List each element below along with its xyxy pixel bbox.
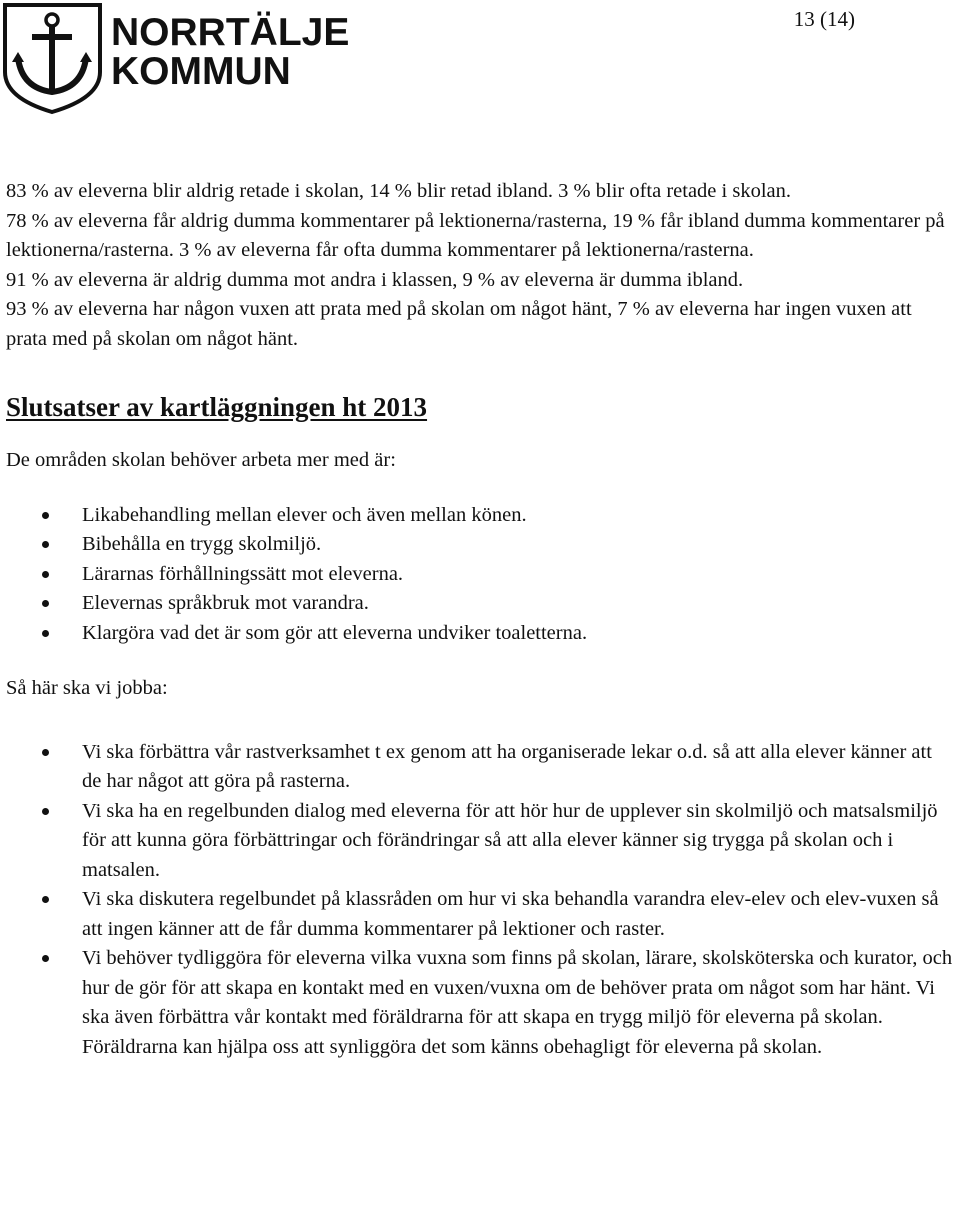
bullet-icon [42, 955, 49, 962]
list-item [6, 619, 954, 649]
areas-intro: De områden skolan behöver arbeta mer med är: [6, 449, 396, 471]
anchor-shield-icon [0, 0, 350, 115]
list-item [6, 530, 954, 560]
list-item [6, 501, 954, 531]
bullet-icon [42, 512, 49, 519]
list-item [6, 589, 954, 619]
list-item-text: Klargöra vad det är som gör att eleverna undviker toaletterna. [82, 621, 588, 644]
bullet-icon [42, 571, 49, 578]
list-item-text: Lärarnas förhållningssätt mot eleverna. [82, 562, 404, 585]
bullet-icon [42, 896, 49, 903]
survey-statistic-comments: 78 % av eleverna får aldrig dumma kommentarer på lektionerna/rasterna, 19 % får ibland dumma kommentarer på lektionerna/rasterna. 3 % av eleverna får ofta dumma kommentarer på lektionerna/rasterna. [6, 209, 945, 261]
survey-statistic-mean-to-others: 91 % av eleverna är aldrig dumma mot andra i klassen, 9 % av eleverna är dumma ibland. [6, 268, 744, 291]
survey-statistic-teased: 83 % av eleverna blir aldrig retade i skolan, 14 % blir retad ibland. 3 % blir ofta retade i skolan. [6, 180, 791, 202]
improvement-areas-list [6, 501, 954, 649]
list-item [6, 738, 954, 797]
bullet-icon [42, 808, 49, 815]
bullet-icon [42, 541, 49, 548]
list-item-text: Vi ska diskutera regelbundet på klassråden om hur vi ska behandla varandra elev-elev och elev-vuxen så att ingen känner att de får dumma kommentarer på lektioner och raster. [82, 888, 939, 940]
list-item [6, 885, 954, 944]
survey-statistic-adult-to-talk-to: 93 % av eleverna har någon vuxen att prata med på skolan om något hänt, 7 % av eleverna har ingen vuxen att prata med på skolan om något hänt. [6, 298, 912, 350]
action-plan-intro: Så här ska vi jobba: [6, 677, 168, 699]
list-item-text: Elevernas språkbruk mot varandra. [82, 592, 369, 614]
logo-text-line2: KOMMUN [111, 50, 291, 93]
list-item [6, 944, 954, 1062]
page-number: 13 (14) [793, 7, 855, 31]
list-item-text: Vi behöver tydliggöra för eleverna vilka vuxna som finns på skolan, lärare, skolsköterska och kurator, och hur de gör för att skapa en kontakt med en vuxen/vuxna om de behöver prata om något som har hänt. Vi ska även förbättra vår kontakt med föräldrarna för att skapa en trygg miljö för eleverna på skolan. Föräldrarna kan hjälpa oss att synliggöra det som känns obehagligt för eleverna på skolan. [82, 947, 953, 1058]
bullet-icon [42, 630, 49, 637]
list-item-text: Vi ska förbättra vår rastverksamhet t ex genom att ha organiserade lekar o.d. så att alla elever känner att de har något att göra på rasterna. [82, 740, 932, 792]
document-body [6, 177, 954, 1062]
section-heading: Slutsatser av kartläggningen ht 2013 [6, 392, 428, 422]
norrtalje-kommun-logo [0, 0, 350, 115]
list-item-text: Bibehålla en trygg skolmiljö. [82, 533, 322, 555]
bullet-icon [42, 600, 49, 607]
bullet-icon [42, 749, 49, 756]
logo-text-line1: NORRTÄLJE [111, 11, 350, 54]
page-header [0, 0, 960, 120]
list-item-text: Vi ska ha en regelbunden dialog med eleverna för att hör hur de upplever sin skolmiljö och matsalsmiljö för att kunna göra förbättringar och förändringar så att alla elever känner sig trygga på skolan och i matsalen. [82, 799, 938, 881]
list-item [6, 797, 954, 886]
list-item-text: Likabehandling mellan elever och även mellan könen. [82, 503, 527, 526]
list-item [6, 560, 954, 590]
action-plan-list [6, 738, 954, 1063]
